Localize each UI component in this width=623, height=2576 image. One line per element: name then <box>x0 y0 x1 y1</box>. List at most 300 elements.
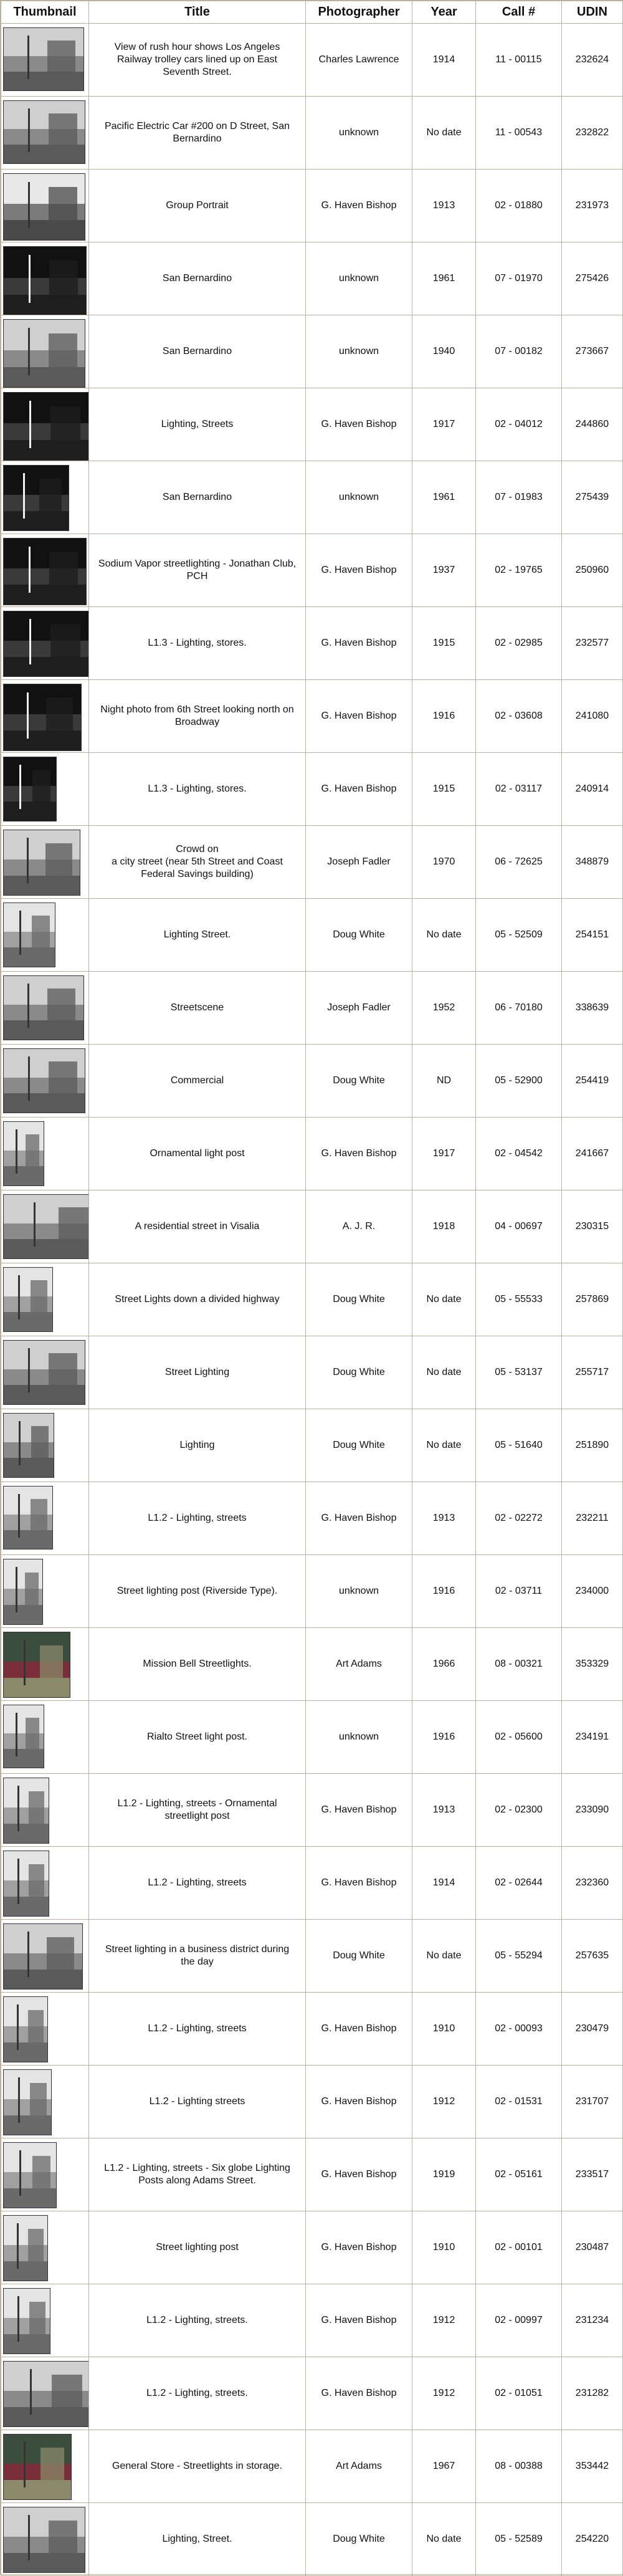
udin-cell: 257635 <box>562 1920 623 1993</box>
street-photo-thumbnail[interactable] <box>3 2361 89 2427</box>
table-row[interactable] <box>1 826 623 899</box>
streetlight-photo-thumbnail[interactable] <box>3 2215 48 2281</box>
title-cell[interactable]: Street lighting in a business district during the day <box>89 1920 306 1993</box>
table-row[interactable] <box>1 1555 623 1628</box>
udin-cell: 275439 <box>562 461 623 534</box>
thumbnail-container <box>1 461 88 534</box>
title-cell[interactable]: L1.2 - Lighting, streets <box>89 1993 306 2066</box>
title-cell[interactable]: L1.2 - Lighting, streets <box>89 1847 306 1920</box>
udin-cell: 231282 <box>562 2357 623 2430</box>
photographer-cell: G. Haven Bishop <box>306 1847 412 1920</box>
table-row[interactable] <box>1 899 623 972</box>
streetlight-photo-thumbnail[interactable] <box>3 2142 57 2208</box>
street-photo-thumbnail[interactable] <box>3 1340 85 1405</box>
street-photo-thumbnail[interactable] <box>3 100 85 164</box>
photographer-cell: G. Haven Bishop <box>306 534 412 607</box>
call-number-cell: 05 - 52509 <box>476 899 562 972</box>
column-header-call-number[interactable]: Call # <box>476 1 562 24</box>
udin-cell: 275426 <box>562 242 623 315</box>
photographer-cell: A. J. R. <box>306 1190 412 1263</box>
table-row[interactable] <box>1 2138 623 2211</box>
call-number-cell: 11 - 00115 <box>476 24 562 97</box>
thumbnail-container <box>1 2357 88 2430</box>
table-row[interactable] <box>1 2357 623 2430</box>
call-number-cell: 05 - 52900 <box>476 1045 562 1118</box>
udin-cell: 240914 <box>562 753 623 826</box>
photographer-cell: G. Haven Bishop <box>306 2066 412 2138</box>
thumbnail-container <box>1 1993 88 2065</box>
street-photo-thumbnail[interactable] <box>3 319 85 388</box>
call-number-cell: 02 - 00101 <box>476 2211 562 2284</box>
title-cell[interactable]: Crowd on a city street (near 5th Street and Coast Federal Savings building) <box>89 826 306 899</box>
streetlight-photo-thumbnail[interactable] <box>3 903 55 967</box>
thumbnail-container <box>1 1409 88 1482</box>
title-cell[interactable]: Lighting <box>89 1409 306 1482</box>
street-photo-thumbnail[interactable] <box>3 1413 54 1478</box>
title-cell[interactable]: A residential street in Visalia <box>89 1190 306 1263</box>
thumbnail-cell <box>1 1847 89 1920</box>
streetlight-photo-thumbnail[interactable] <box>3 1267 53 1332</box>
call-number-cell: 02 - 00997 <box>476 2284 562 2357</box>
thumbnail-cell <box>1 972 89 1045</box>
title-cell[interactable]: San Bernardino <box>89 242 306 315</box>
column-header-udin[interactable]: UDIN <box>562 1 623 24</box>
thumbnail-cell <box>1 1628 89 1701</box>
year-cell: 1970 <box>412 826 476 899</box>
title-cell[interactable]: Lighting Street. <box>89 899 306 972</box>
udin-cell: 234191 <box>562 1701 623 1774</box>
table-row[interactable] <box>1 972 623 1045</box>
results-table <box>1 1 623 2576</box>
year-cell: No date <box>412 1336 476 1409</box>
title-cell[interactable]: L1.2 - Lighting, streets - Ornamental streetlight post <box>89 1774 306 1847</box>
column-header-thumbnail[interactable]: Thumbnail <box>1 1 89 24</box>
udin-cell: 353442 <box>562 2430 623 2503</box>
photographer-cell: G. Haven Bishop <box>306 753 412 826</box>
thumbnail-cell <box>1 1701 89 1774</box>
night-photo-thumbnail[interactable] <box>3 538 87 605</box>
thumbnail-cell <box>1 899 89 972</box>
photographer-cell: G. Haven Bishop <box>306 2211 412 2284</box>
year-cell: 1918 <box>412 1190 476 1263</box>
photographer-cell: Doug White <box>306 2503 412 2576</box>
call-number-cell: 02 - 02644 <box>476 1847 562 1920</box>
year-cell: 1961 <box>412 461 476 534</box>
table-row[interactable] <box>1 753 623 826</box>
table-row[interactable] <box>1 461 623 534</box>
photographer-cell: Doug White <box>306 1263 412 1336</box>
table-row[interactable] <box>1 388 623 461</box>
udin-cell: 232211 <box>562 1482 623 1555</box>
call-number-cell: 02 - 03711 <box>476 1555 562 1628</box>
title-cell[interactable]: Streetscene <box>89 972 306 1045</box>
photographer-cell: unknown <box>306 242 412 315</box>
streetlight-photo-thumbnail[interactable] <box>3 2288 50 2354</box>
photographer-cell: G. Haven Bishop <box>306 1118 412 1190</box>
photographer-cell: Doug White <box>306 899 412 972</box>
thumbnail-container <box>1 1701 88 1773</box>
photographer-cell: G. Haven Bishop <box>306 1774 412 1847</box>
thumbnail-cell <box>1 1045 89 1118</box>
thumbnail-container <box>1 1045 88 1117</box>
table-row[interactable] <box>1 534 623 607</box>
photographer-cell: G. Haven Bishop <box>306 388 412 461</box>
street-photo-thumbnail[interactable] <box>3 1194 89 1259</box>
photographer-cell: Doug White <box>306 1920 412 1993</box>
year-cell: ND <box>412 1045 476 1118</box>
year-cell: 1912 <box>412 2284 476 2357</box>
title-cell[interactable]: Ornamental light post <box>89 1118 306 1190</box>
udin-cell: 241080 <box>562 680 623 753</box>
udin-cell: 232822 <box>562 97 623 170</box>
thumbnail-container <box>1 1118 88 1190</box>
thumbnail-cell <box>1 1920 89 1993</box>
streetlight-photo-thumbnail[interactable] <box>3 1121 44 1186</box>
call-number-cell: 02 - 00093 <box>476 1993 562 2066</box>
year-cell: 1919 <box>412 2138 476 2211</box>
udin-cell: 233517 <box>562 2138 623 2211</box>
photographer-cell: G. Haven Bishop <box>306 2357 412 2430</box>
table-row[interactable] <box>1 2284 623 2357</box>
thumbnail-container <box>1 680 88 752</box>
call-number-cell: 02 - 01531 <box>476 2066 562 2138</box>
thumbnail-container <box>1 242 88 315</box>
call-number-cell: 07 - 01970 <box>476 242 562 315</box>
table-row[interactable] <box>1 24 623 97</box>
photographer-cell: G. Haven Bishop <box>306 607 412 680</box>
table-row[interactable] <box>1 1263 623 1336</box>
thumbnail-cell <box>1 24 89 97</box>
table-row[interactable] <box>1 1920 623 1993</box>
year-cell: No date <box>412 2503 476 2576</box>
udin-cell: 232360 <box>562 1847 623 1920</box>
photographer-cell: Joseph Fadler <box>306 826 412 899</box>
night-photo-thumbnail[interactable] <box>3 392 89 461</box>
title-cell[interactable]: Street lighting post (Riverside Type). <box>89 1555 306 1628</box>
title-cell[interactable]: L1.3 - Lighting, stores. <box>89 607 306 680</box>
photographer-cell: Doug White <box>306 1409 412 1482</box>
call-number-cell: 02 - 02300 <box>476 1774 562 1847</box>
table-row[interactable] <box>1 170 623 242</box>
title-cell[interactable]: Pacific Electric Car #200 on D Street, San Bernardino <box>89 97 306 170</box>
call-number-cell: 02 - 05600 <box>476 1701 562 1774</box>
thumbnail-container <box>1 170 88 242</box>
thumbnail-cell <box>1 2357 89 2430</box>
year-cell: 1910 <box>412 2211 476 2284</box>
street-photo-thumbnail[interactable] <box>3 2507 85 2573</box>
thumbnail-container <box>1 1628 88 1700</box>
thumbnail-container <box>1 1336 88 1409</box>
call-number-cell: 02 - 02985 <box>476 607 562 680</box>
call-number-cell: 02 - 03608 <box>476 680 562 753</box>
title-cell[interactable]: Night photo from 6th Street looking north on Broadway <box>89 680 306 753</box>
thumbnail-cell <box>1 2430 89 2503</box>
title-cell[interactable]: Sodium Vapor streetlighting - Jonathan Club, PCH <box>89 534 306 607</box>
table-row[interactable] <box>1 1701 623 1774</box>
thumbnail-cell <box>1 1774 89 1847</box>
thumbnail-cell <box>1 826 89 899</box>
thumbnail-cell <box>1 1993 89 2066</box>
udin-cell: 233090 <box>562 1774 623 1847</box>
thumbnail-container <box>1 607 88 679</box>
call-number-cell: 04 - 00697 <box>476 1190 562 1263</box>
year-cell: No date <box>412 97 476 170</box>
column-header-title[interactable]: Title <box>89 1 306 24</box>
title-cell[interactable]: Street lighting post <box>89 2211 306 2284</box>
street-photo-thumbnail[interactable] <box>3 975 84 1040</box>
title-cell[interactable]: Group Portrait <box>89 170 306 242</box>
udin-cell: 273667 <box>562 315 623 388</box>
title-cell[interactable]: L1.2 - Lighting streets <box>89 2066 306 2138</box>
call-number-cell: 11 - 00543 <box>476 97 562 170</box>
color-photo-thumbnail[interactable] <box>3 1632 70 1698</box>
thumbnail-container <box>1 388 88 461</box>
thumbnail-container <box>1 2503 88 2575</box>
title-cell[interactable]: Lighting, Street. <box>89 2503 306 2576</box>
year-cell: 1917 <box>412 388 476 461</box>
year-cell: 1915 <box>412 607 476 680</box>
table-row[interactable] <box>1 242 623 315</box>
thumbnail-cell <box>1 1190 89 1263</box>
title-cell[interactable]: L1.3 - Lighting, stores. <box>89 753 306 826</box>
udin-cell: 230315 <box>562 1190 623 1263</box>
thumbnail-container <box>1 2138 88 2211</box>
title-cell[interactable]: Street Lighting <box>89 1336 306 1409</box>
year-cell: No date <box>412 899 476 972</box>
night-photo-thumbnail[interactable] <box>3 757 57 821</box>
color-photo-thumbnail[interactable] <box>3 2434 72 2500</box>
thumbnail-cell <box>1 1482 89 1555</box>
call-number-cell: 02 - 04012 <box>476 388 562 461</box>
call-number-cell: 02 - 01051 <box>476 2357 562 2430</box>
street-photo-thumbnail[interactable] <box>3 1923 83 1989</box>
udin-cell: 231234 <box>562 2284 623 2357</box>
call-number-cell: 06 - 70180 <box>476 972 562 1045</box>
udin-cell: 234000 <box>562 1555 623 1628</box>
year-cell: 1937 <box>412 534 476 607</box>
thumbnail-container <box>1 1263 88 1336</box>
thumbnail-cell <box>1 97 89 170</box>
streetlight-photo-thumbnail[interactable] <box>3 1778 49 1844</box>
thumbnail-cell <box>1 607 89 680</box>
table-row[interactable] <box>1 1993 623 2066</box>
title-cell[interactable]: View of rush hour shows Los Angeles Railway trolley cars lined up on East Seventh Street. <box>89 24 306 97</box>
table-row[interactable] <box>1 1409 623 1482</box>
table-row[interactable] <box>1 2211 623 2284</box>
year-cell: 1917 <box>412 1118 476 1190</box>
streetlight-photo-thumbnail[interactable] <box>3 1705 44 1768</box>
table-row[interactable] <box>1 1482 623 1555</box>
thumbnail-cell <box>1 680 89 753</box>
thumbnail-cell <box>1 388 89 461</box>
thumbnail-cell <box>1 1409 89 1482</box>
thumbnail-cell <box>1 534 89 607</box>
table-row[interactable] <box>1 1847 623 1920</box>
thumbnail-container <box>1 534 88 606</box>
streetlight-photo-thumbnail[interactable] <box>3 1486 53 1549</box>
thumbnail-container <box>1 2284 88 2357</box>
year-cell: 1913 <box>412 1482 476 1555</box>
call-number-cell: 07 - 01983 <box>476 461 562 534</box>
call-number-cell: 02 - 05161 <box>476 2138 562 2211</box>
year-cell: 1952 <box>412 972 476 1045</box>
thumbnail-cell <box>1 2211 89 2284</box>
udin-cell: 232577 <box>562 607 623 680</box>
title-cell[interactable]: Commercial <box>89 1045 306 1118</box>
table-row[interactable] <box>1 315 623 388</box>
thumbnail-container <box>1 2430 88 2502</box>
thumbnail-cell <box>1 242 89 315</box>
thumbnail-cell <box>1 1118 89 1190</box>
thumbnail-cell <box>1 170 89 242</box>
photographer-cell: Art Adams <box>306 2430 412 2503</box>
table-row[interactable] <box>1 1774 623 1847</box>
title-cell[interactable]: San Bernardino <box>89 315 306 388</box>
title-cell[interactable]: L1.2 - Lighting, streets - Six globe Lighting Posts along Adams Street. <box>89 2138 306 2211</box>
streetlight-photo-thumbnail[interactable] <box>3 1559 43 1625</box>
thumbnail-cell <box>1 1263 89 1336</box>
thumbnail-container <box>1 1847 88 1919</box>
streetlight-photo-thumbnail[interactable] <box>3 1851 49 1917</box>
night-photo-thumbnail[interactable] <box>3 611 89 677</box>
year-cell: 1912 <box>412 2066 476 2138</box>
streetlight-photo-thumbnail[interactable] <box>3 1996 48 2062</box>
table-row[interactable] <box>1 1045 623 1118</box>
photographer-cell: unknown <box>306 315 412 388</box>
year-cell: 1966 <box>412 1628 476 1701</box>
group-photo-thumbnail[interactable] <box>3 173 85 241</box>
udin-cell: 255717 <box>562 1336 623 1409</box>
year-cell: No date <box>412 1920 476 1993</box>
year-cell: 1916 <box>412 1701 476 1774</box>
thumbnail-cell <box>1 2503 89 2576</box>
thumbnail-cell <box>1 1336 89 1409</box>
table-row[interactable] <box>1 607 623 680</box>
year-cell: 1910 <box>412 1993 476 2066</box>
call-number-cell: 05 - 52589 <box>476 2503 562 2576</box>
year-cell: 1913 <box>412 170 476 242</box>
title-cell[interactable]: Street Lights down a divided highway <box>89 1263 306 1336</box>
table-row[interactable] <box>1 680 623 753</box>
call-number-cell: 05 - 55294 <box>476 1920 562 1993</box>
thumbnail-cell <box>1 753 89 826</box>
thumbnail-cell <box>1 2284 89 2357</box>
table-row[interactable] <box>1 2066 623 2138</box>
night-photo-thumbnail[interactable] <box>3 246 87 315</box>
title-cell[interactable]: L1.2 - Lighting, streets. <box>89 2284 306 2357</box>
year-cell: No date <box>412 1263 476 1336</box>
title-cell[interactable]: L1.2 - Lighting, streets. <box>89 2357 306 2430</box>
photographer-cell: Art Adams <box>306 1628 412 1701</box>
year-cell: 1967 <box>412 2430 476 2503</box>
thumbnail-container <box>1 2211 88 2284</box>
thumbnail-cell <box>1 461 89 534</box>
photographer-cell: G. Haven Bishop <box>306 170 412 242</box>
year-cell: 1912 <box>412 2357 476 2430</box>
photographer-cell: Doug White <box>306 1336 412 1409</box>
udin-cell: 232624 <box>562 24 623 97</box>
table-row[interactable] <box>1 1628 623 1701</box>
photographer-cell: unknown <box>306 461 412 534</box>
title-cell[interactable]: Mission Bell Streetlights. <box>89 1628 306 1701</box>
thumbnail-container <box>1 753 88 825</box>
table-row[interactable] <box>1 2430 623 2503</box>
photographer-cell: G. Haven Bishop <box>306 2284 412 2357</box>
year-cell: 1916 <box>412 680 476 753</box>
column-header-photographer[interactable]: Photographer <box>306 1 412 24</box>
photographer-cell: G. Haven Bishop <box>306 1993 412 2066</box>
photographer-cell: G. Haven Bishop <box>306 2138 412 2211</box>
table-row[interactable] <box>1 1336 623 1409</box>
udin-cell: 250960 <box>562 534 623 607</box>
title-cell[interactable]: General Store - Streetlights in storage. <box>89 2430 306 2503</box>
call-number-cell: 06 - 72625 <box>476 826 562 899</box>
udin-cell: 230479 <box>562 1993 623 2066</box>
year-cell: 1914 <box>412 1847 476 1920</box>
photographer-cell: G. Haven Bishop <box>306 680 412 753</box>
call-number-cell: 08 - 00388 <box>476 2430 562 2503</box>
title-cell[interactable]: L1.2 - Lighting, streets <box>89 1482 306 1555</box>
street-photo-thumbnail[interactable] <box>3 1048 85 1113</box>
photographer-cell: unknown <box>306 1701 412 1774</box>
thumbnail-container <box>1 1190 88 1263</box>
thumbnail-container <box>1 2066 88 2138</box>
year-cell: 1913 <box>412 1774 476 1847</box>
table-row[interactable] <box>1 1190 623 1263</box>
udin-cell: 231973 <box>562 170 623 242</box>
thumbnail-container <box>1 1555 88 1627</box>
udin-cell: 254419 <box>562 1045 623 1118</box>
thumbnail-container <box>1 24 88 96</box>
call-number-cell: 05 - 55533 <box>476 1263 562 1336</box>
street-photo-thumbnail[interactable] <box>3 830 80 896</box>
thumbnail-cell <box>1 2066 89 2138</box>
udin-cell: 338639 <box>562 972 623 1045</box>
year-cell: 1915 <box>412 753 476 826</box>
column-header-year[interactable]: Year <box>412 1 476 24</box>
thumbnail-container <box>1 972 88 1044</box>
udin-cell: 230487 <box>562 2211 623 2284</box>
thumbnail-container <box>1 899 88 971</box>
table-row[interactable] <box>1 2503 623 2576</box>
udin-cell: 257869 <box>562 1263 623 1336</box>
title-cell[interactable]: Rialto Street light post. <box>89 1701 306 1774</box>
streetlight-photo-thumbnail[interactable] <box>3 2069 52 2135</box>
call-number-cell: 07 - 00182 <box>476 315 562 388</box>
udin-cell: 348879 <box>562 826 623 899</box>
title-cell[interactable]: Lighting, Streets <box>89 388 306 461</box>
thumbnail-cell <box>1 1555 89 1628</box>
table-row[interactable] <box>1 97 623 170</box>
thumbnail-cell <box>1 2138 89 2211</box>
thumbnail-container <box>1 1482 88 1554</box>
year-cell: 1916 <box>412 1555 476 1628</box>
table-row[interactable] <box>1 1118 623 1190</box>
call-number-cell: 08 - 00321 <box>476 1628 562 1701</box>
udin-cell: 231707 <box>562 2066 623 2138</box>
thumbnail-container <box>1 826 88 898</box>
call-number-cell: 05 - 51640 <box>476 1409 562 1482</box>
photographer-cell: G. Haven Bishop <box>306 1482 412 1555</box>
call-number-cell: 02 - 19765 <box>476 534 562 607</box>
night-photo-thumbnail[interactable] <box>3 465 69 531</box>
night-photo-thumbnail[interactable] <box>3 684 82 751</box>
udin-cell: 254151 <box>562 899 623 972</box>
street-photo-thumbnail[interactable] <box>3 27 84 91</box>
title-cell[interactable]: San Bernardino <box>89 461 306 534</box>
udin-cell: 251890 <box>562 1409 623 1482</box>
year-cell: 1961 <box>412 242 476 315</box>
